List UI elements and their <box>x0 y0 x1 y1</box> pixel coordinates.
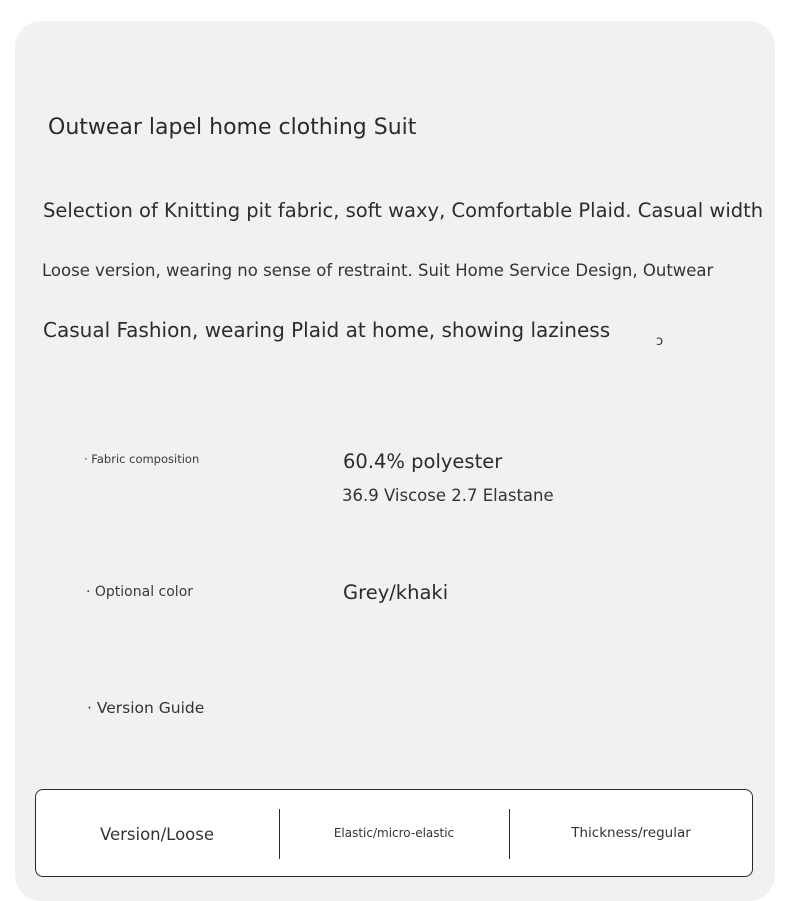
version-guide-cell-thickness: Thickness/regular <box>571 825 691 841</box>
version-guide-cell-version: Version/Loose <box>99 825 215 844</box>
product-title: Outwear lapel home clothing Suit <box>48 115 417 140</box>
description-line-2: Loose version, wearing no sense of restraint. Suit Home Service Design, Outwear <box>42 261 714 280</box>
version-guide-label: · Version Guide <box>87 699 205 717</box>
description-line-1: Selection of Knitting pit fabric, soft waxy, Comfortable Plaid. Casual width <box>43 199 764 222</box>
fabric-composition-value-primary: 60.4% polyester <box>343 450 503 473</box>
fabric-composition-label: · Fabric composition <box>84 452 200 466</box>
description-line-3: Casual Fashion, wearing Plaid at home, showing laziness <box>43 318 611 342</box>
fabric-composition-value-secondary: 36.9 Viscose 2.7 Elastane <box>342 486 554 505</box>
optional-color-label: · Optional color <box>86 584 194 600</box>
version-guide-cell-elastic: Elastic/micro-elastic <box>333 826 455 840</box>
product-info-card <box>15 21 775 901</box>
optional-color-value: Grey/khaki <box>343 581 449 604</box>
version-guide-table <box>35 789 753 877</box>
stray-mark: ɔ <box>656 334 664 349</box>
